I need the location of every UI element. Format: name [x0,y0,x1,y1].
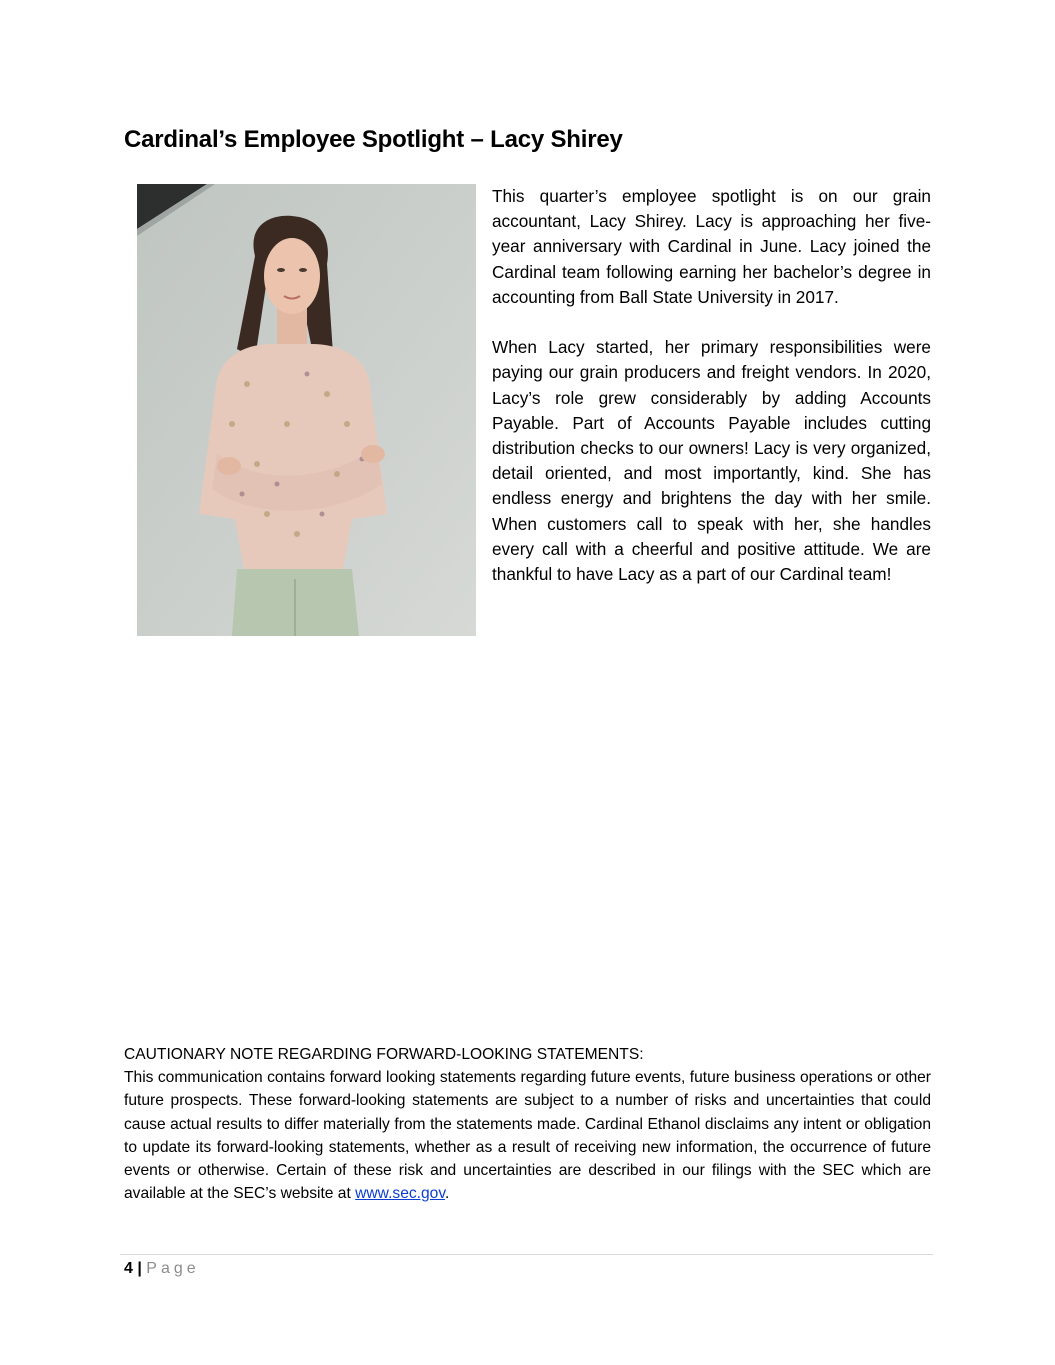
forward-looking-disclaimer [124,1043,931,1205]
disclaimer-body [124,1066,931,1205]
page-label: Page [146,1260,200,1277]
page-title: Cardinal’s Employee Spotlight – Lacy Shirey [124,126,623,153]
footer-divider [120,1254,933,1255]
spotlight-article [492,184,931,612]
employee-photo [137,184,476,636]
article-paragraph: When Lacy started, her primary responsibilities were paying our grain producers and freight vendors. In 2020, Lacy’s role grew considerably by adding Accounts Payable. Part of Accounts Payable includes cutting distribution checks to our owners! Lacy is very organized, detail oriented, and most importantly, kind. She has endless energy and brightens the day with her smile. When customers call to speak with her, she handles every call with a cheerful and positive attitude. We are thankful to have Lacy as a part of our Cardinal team! [492,337,931,585]
footer-separator: | [137,1260,142,1277]
disclaimer-end-punct: . [445,1185,450,1203]
article-paragraph: This quarter’s employee spotlight is on our grain accountant, Lacy Shirey. Lacy is approaching her five-year anniversary with Cardinal in June. Lacy joined the Cardinal team following earning her bachelor’s degree in accounting from Ball State University in 2017. [492,186,931,307]
page-footer [124,1258,200,1280]
page-number: 4 [124,1260,133,1277]
disclaimer-heading: CAUTIONARY NOTE REGARDING FORWARD-LOOKING STATEMENTS: [124,1046,644,1063]
sec-website-link[interactable]: www.sec.gov [355,1185,445,1203]
disclaimer-text: This communication contains forward looking statements regarding future events, future business operations or other future prospects. These forward-looking statements are subject to a number of risks and uncertainties that could cause actual results to differ materially from the statements made. Cardinal Ethanol disclaims any intent or obligation to update its forward-looking statements, whether as a result of receiving new information, the occurrence of future events or otherwise. Certain of these risk and uncertainties are described in our filings with the SEC which are available at the SEC’s website at [124,1069,931,1203]
